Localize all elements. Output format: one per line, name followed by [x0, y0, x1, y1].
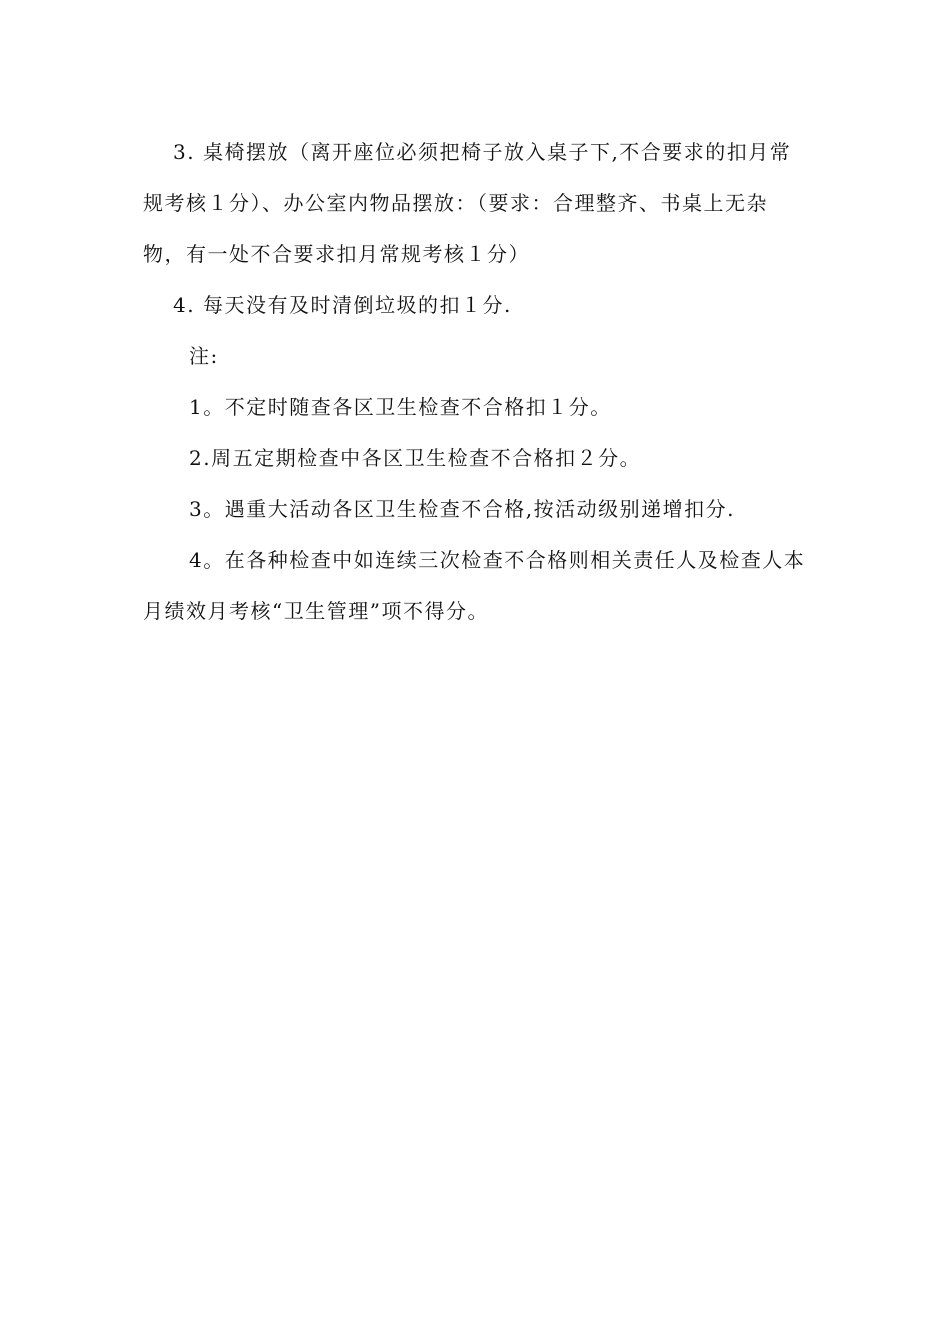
note-item-3: 3。遇重大活动各区卫生检查不合格,按活动级别递增扣分. [189, 497, 735, 521]
rule-item-4: 4. 每天没有及时清倒垃圾的扣１分. [173, 293, 512, 317]
note-heading: 注: [189, 344, 219, 368]
note-item-2: 2.周五定期检查中各区卫生检查不合格扣２分。 [189, 446, 642, 470]
note-item-1: 1。不定时随查各区卫生检查不合格扣１分。 [189, 395, 612, 419]
rule-item-3: 3. 桌椅摆放（离开座位必须把椅子放入桌子下,不合要求的扣月常规考核１分）、办公室内物品摆放：（要求：合理整齐、书桌上无杂物，有一处不合要求扣月常规考核１分） [143, 140, 792, 266]
document-body [143, 127, 808, 637]
note-item-4: 4。在各种检查中如连续三次检查不合格则相关责任人及检查人本月绩效月考核“卫生管理”项不得分。 [143, 548, 806, 623]
